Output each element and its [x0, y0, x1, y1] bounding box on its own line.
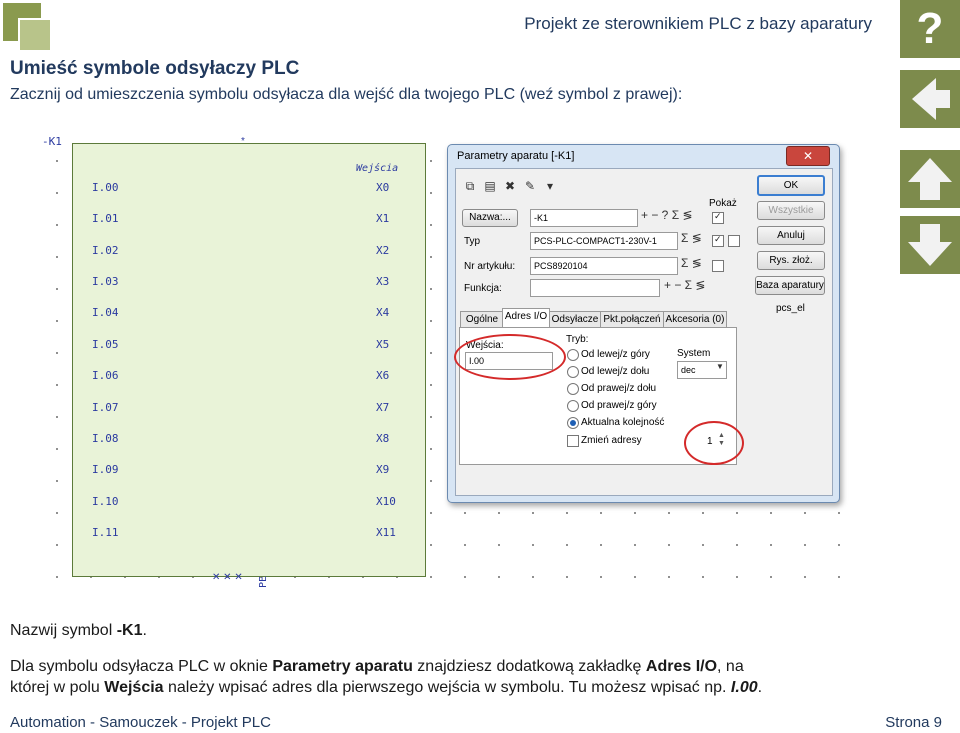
tab-accessories[interactable]: Akcesoria (0)	[663, 311, 727, 328]
inputs-field[interactable]: I.00	[465, 352, 553, 370]
ok-button[interactable]: OK	[757, 175, 825, 196]
pin-label: X2	[376, 244, 390, 257]
help-button[interactable]: ?	[900, 0, 960, 58]
plc-symbol[interactable]	[72, 143, 426, 577]
tab-io-address[interactable]: Adres I/O	[502, 308, 550, 328]
inputs-label: Wejścia:	[466, 340, 504, 351]
mode-label-2: Od prawej/z dołu	[581, 383, 657, 394]
article-field[interactable]: PCS8920104	[530, 257, 678, 275]
text: znajdziesz dodatkową zakładkę	[412, 658, 646, 675]
article-tools-icon[interactable]: Σ ≶	[681, 256, 702, 270]
input-label: I.11	[92, 526, 119, 539]
instruction-name	[10, 622, 147, 640]
input-label: I.04	[92, 306, 119, 319]
pin-label: X6	[376, 369, 390, 382]
pin-label: X7	[376, 401, 390, 414]
dialog-name: Parametry aparatu	[272, 658, 413, 675]
paste-icon[interactable]: ▤	[484, 179, 496, 193]
pin-label: X11	[376, 526, 396, 539]
change-address-label: Zmień adresy	[581, 435, 642, 446]
name-field[interactable]: -K1	[530, 209, 638, 227]
page-title: Umieść symbole odsyłaczy PLC	[10, 58, 300, 79]
cancel-button[interactable]: Anuluj	[757, 226, 825, 245]
input-label: I.00	[92, 181, 119, 194]
highlight-inputs	[454, 334, 566, 380]
pin-label: X3	[376, 275, 390, 288]
page-number: Strona 9	[885, 714, 942, 731]
mode-label-4: Aktualna kolejność	[581, 417, 665, 428]
arrow-up-icon	[900, 150, 960, 208]
mode-radio[interactable]	[567, 383, 579, 395]
example-value: I.00	[730, 679, 758, 696]
text: której w polu	[10, 679, 105, 696]
spinner-icon[interactable]: ▲ ▼	[718, 432, 725, 447]
show-article-checkbox[interactable]	[712, 260, 724, 272]
copy-icon[interactable]: ⧉	[465, 179, 475, 193]
mode-radio-selected[interactable]	[567, 417, 579, 429]
system-label: System	[677, 348, 711, 359]
dialog-close-button[interactable]: ✕	[786, 146, 830, 166]
type-option-checkbox[interactable]	[728, 235, 740, 247]
instruction-line-1	[10, 658, 890, 676]
text: .	[142, 622, 147, 639]
dialog-title: Parametry aparatu [-K1]	[457, 150, 575, 162]
mode-radio[interactable]	[567, 366, 579, 378]
drawing-button[interactable]: Rys. złoż.	[757, 251, 825, 270]
prev-button[interactable]	[900, 150, 960, 208]
tab-general[interactable]: Ogólne	[460, 311, 504, 328]
pin-label: X9	[376, 463, 390, 476]
dropdown-icon[interactable]: ▾	[546, 179, 554, 193]
step-value[interactable]: 1	[707, 436, 713, 447]
next-button[interactable]	[900, 216, 960, 274]
input-label: I.01	[92, 212, 119, 225]
pin-label: X10	[376, 495, 396, 508]
input-label: I.09	[92, 463, 119, 476]
symbol-caption: Wejścia	[356, 163, 399, 174]
input-label: I.05	[92, 338, 119, 351]
show-label: Pokaż	[709, 198, 737, 209]
instruction-line-2	[10, 679, 900, 697]
logo-inner	[18, 18, 52, 52]
type-tools-icon[interactable]: Σ ≶	[681, 231, 702, 245]
all-button[interactable]: Wszystkie	[757, 201, 825, 220]
input-label: I.10	[92, 495, 119, 508]
page-subtitle: Zacznij od umieszczenia symbolu odsyłacza dla wejść dla twojego PLC (weź symbol z prawej):	[10, 86, 683, 103]
show-type-checkbox[interactable]	[712, 235, 724, 247]
type-label: Typ	[464, 236, 481, 247]
header-title: Projekt ze sterownikiem PLC z bazy aparatury	[524, 14, 872, 33]
highlight-step	[684, 421, 744, 465]
article-label: Nr artykułu:	[464, 261, 516, 272]
text: Nazwij symbol	[10, 622, 117, 639]
pin-label: X5	[376, 338, 390, 351]
input-label: I.08	[92, 432, 119, 445]
field-name: Wejścia	[104, 679, 164, 696]
delete-icon[interactable]: ✖	[504, 179, 516, 193]
function-tools-icon[interactable]: + − Σ ≶	[664, 278, 706, 292]
input-label: I.03	[92, 275, 119, 288]
input-label: I.02	[92, 244, 119, 257]
pcs-label: pcs_el	[776, 303, 805, 314]
tab-references[interactable]: Odsyłacze	[549, 311, 601, 328]
input-label: I.07	[92, 401, 119, 414]
chevron-down-icon: ▼	[716, 362, 724, 371]
arrow-down-icon	[900, 216, 960, 274]
edit-icon[interactable]: ✎	[524, 179, 536, 193]
function-field[interactable]	[530, 279, 660, 297]
show-name-checkbox[interactable]	[712, 212, 724, 224]
text: Dla symbolu odsyłacza PLC w oknie	[10, 658, 273, 675]
footer-left: Automation - Samouczek - Projekt PLC	[10, 714, 271, 731]
pin-label: X8	[376, 432, 390, 445]
arrow-left-icon	[900, 70, 960, 128]
mode-radio[interactable]	[567, 400, 579, 412]
device-tag: -K1	[42, 135, 62, 148]
mode-label-3: Od prawej/z góry	[581, 400, 657, 411]
pe-label: PE	[258, 575, 269, 588]
back-button[interactable]	[900, 70, 960, 128]
mode-label-1: Od lewej/z dołu	[581, 366, 650, 377]
database-button[interactable]: Baza aparatury	[755, 276, 825, 295]
tab-name: Adres I/O	[645, 658, 718, 675]
symbol-name: -K1	[116, 622, 143, 639]
change-address-checkbox[interactable]	[567, 435, 579, 447]
text: należy wpisać adres dla pierwszego wejścia w symbolu. Tu możesz wpisać np.	[163, 679, 731, 696]
insert-mark-icon: *	[241, 136, 245, 147]
pin-label: X4	[376, 306, 390, 319]
mode-label: Tryb:	[566, 334, 589, 345]
connection-point-icon: ✕ ✕ ✕	[212, 572, 243, 583]
pin-label: X0	[376, 181, 390, 194]
input-label: I.06	[92, 369, 119, 382]
type-field[interactable]: PCS-PLC-COMPACT1-230V-1	[530, 232, 678, 250]
function-label: Funkcja:	[464, 283, 502, 294]
pin-label: X1	[376, 212, 390, 225]
name-tools-icon[interactable]: + − ? Σ ≶	[641, 208, 693, 222]
text: .	[757, 679, 763, 696]
name-button[interactable]: Nazwa:...	[462, 209, 518, 227]
mode-radio[interactable]	[567, 349, 579, 361]
mode-label-0: Od lewej/z góry	[581, 349, 650, 360]
system-select[interactable]: dec	[677, 361, 727, 379]
text: , na	[717, 658, 744, 675]
tab-connection-points[interactable]: Pkt.połączeń	[600, 311, 664, 328]
